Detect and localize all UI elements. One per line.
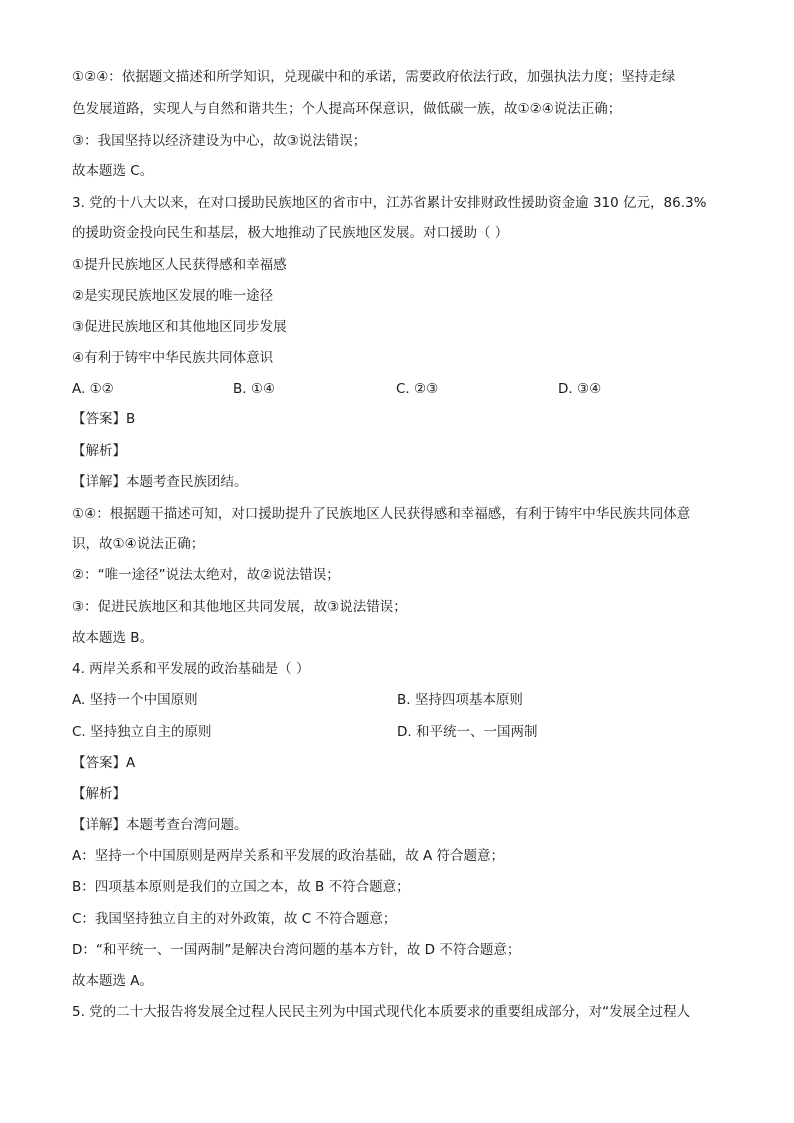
q2-conclusion: 故本题选 C。 (72, 163, 154, 179)
q3-statement-1: ①提升民族地区人民获得感和幸福感 (72, 257, 287, 273)
q3-explanation-2: ②：“唯一途径”说法太绝对，故②说法错误； (72, 567, 340, 583)
q2-explanation-line1: ①②④：依据题文描述和所学知识，兑现碳中和的承诺，需要政府依法行政，加强执法力度；坚持走绿 (72, 69, 676, 85)
q3-option-a: A. ①② (72, 381, 114, 397)
q4-option-b: B. 坚持四项基本原则 (397, 692, 523, 708)
q3-explanation-1a: ①④：根据题干描述可知，对口援助提升了民族地区人民获得感和幸福感，有利于铸牢中华民族共同体意 (72, 506, 691, 522)
q3-statement-2: ②是实现民族地区发展的唯一途径 (72, 288, 274, 304)
q3-stem-line2: 的援助资金投向民生和基层，极大地推动了民族地区发展。对口援助（ ） (72, 225, 509, 241)
q3-option-c: C. ②③ (396, 381, 439, 397)
q4-explanation-d: D：“和平统一、一国两制”是解决台湾问题的基本方针，故 D 不符合题意； (72, 942, 521, 958)
q4-option-c: C. 坚持独立自主的原则 (72, 724, 212, 740)
q4-explanation-a: A：坚持一个中国原则是两岸关系和平发展的政治基础，故 A 符合题意； (72, 848, 505, 864)
q3-statement-4: ④有利于铸牢中华民族共同体意识 (72, 350, 274, 366)
q3-detail-heading: 【详解】本题考查民族团结。 (72, 474, 248, 490)
q3-statement-3: ③促进民族地区和其他地区同步发展 (72, 319, 287, 335)
q4-stem: 4. 两岸关系和平发展的政治基础是（ ） (72, 661, 310, 677)
q4-explanation-b: B：四项基本原则是我们的立国之本，故 B 不符合题意； (72, 879, 410, 895)
q3-option-b: B. ①④ (233, 381, 276, 397)
q2-explanation-line2: 色发展道路，实现人与自然和谐共生；个人提高环保意识，做低碳一族，故①②④说法正确； (72, 101, 622, 117)
q3-analysis-heading: 【解析】 (72, 443, 126, 459)
q4-option-a: A. 坚持一个中国原则 (72, 692, 198, 708)
q3-explanation-1b: 识，故①④说法正确； (72, 536, 205, 552)
q4-conclusion: 故本题选 A。 (72, 973, 154, 989)
q3-option-d: D. ③④ (558, 381, 602, 397)
q4-option-d: D. 和平统一、一国两制 (397, 724, 538, 740)
q3-stem-line1: 3. 党的十八大以来，在对口援助民族地区的省市中，江苏省累计安排财政性援助资金逾 310 亿元，86.3% (72, 195, 707, 211)
q3-explanation-3: ③：促进民族地区和其他地区共同发展，故③说法错误； (72, 599, 407, 615)
q4-explanation-c: C：我国坚持独立自主的对外政策，故 C 不符合题意； (72, 911, 397, 927)
q4-detail-heading: 【详解】本题考查台湾问题。 (72, 817, 248, 833)
q4-analysis-heading: 【解析】 (72, 786, 126, 802)
q2-explanation-line3: ③：我国坚持以经济建设为中心，故③说法错误； (72, 133, 367, 149)
q4-answer: 【答案】A (72, 755, 136, 771)
q3-conclusion: 故本题选 B。 (72, 630, 154, 646)
q5-stem-line1: 5. 党的二十大报告将发展全过程人民民主列为中国式现代化本质要求的重要组成部分，对“发展全过程人 (72, 1004, 691, 1020)
q3-answer: 【答案】B (72, 411, 136, 427)
